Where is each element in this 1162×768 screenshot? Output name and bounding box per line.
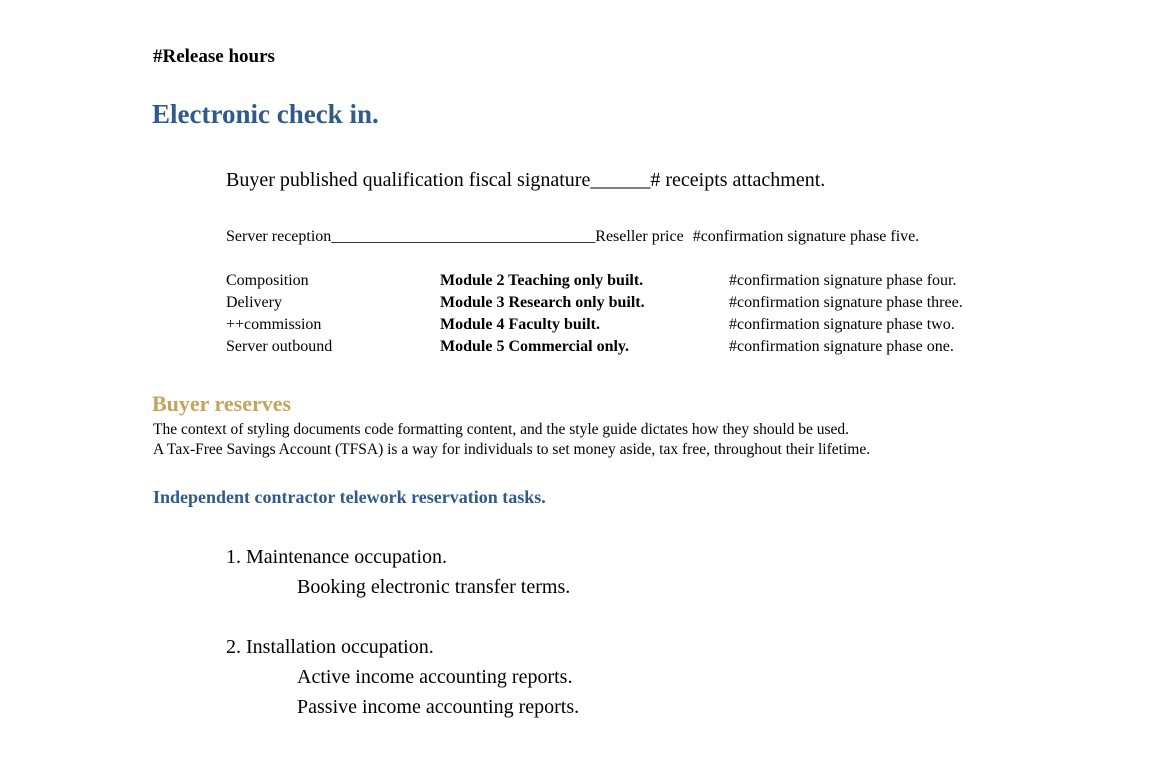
table-cell-row3-col2: Module 4 Faculty built. (440, 316, 601, 333)
table-cell-row1-col1: Composition (226, 272, 309, 289)
table-cell-row2-col3: #confirmation signature phase three. (729, 294, 963, 311)
signature-line-suffix: # receipts attachment. (650, 169, 826, 191)
task-item-2-subitem-2: Passive income accounting reports. (297, 696, 580, 718)
reserves-paragraph-line-1: The context of styling documents code formatting content, and the style guide dictates how they should be used. (153, 421, 850, 438)
reserves-paragraph (153, 420, 870, 459)
reception-fill-in-line (226, 228, 919, 246)
signature-line-prefix: Buyer published qualification fiscal signature (226, 169, 591, 191)
table-cell-row3-col1: ++commission (226, 316, 322, 333)
buyer-reserves-heading: Buyer reserves (152, 391, 292, 416)
signature-fill-in-line (226, 169, 825, 192)
task-item-1-subitem-1: Booking electronic transfer terms. (297, 576, 571, 598)
document-title: Electronic check in. (152, 99, 379, 129)
signature-blank-field: ______ (590, 169, 651, 191)
reception-line-middle: Reseller price (595, 228, 684, 245)
release-hours-kicker: #Release hours (153, 46, 275, 67)
table-cell-row4-col1: Server outbound (226, 338, 333, 355)
modules-table (226, 270, 963, 358)
task-item-2-subitem-1: Active income accounting reports. (297, 666, 573, 688)
reception-line-prefix: Server reception (226, 228, 332, 245)
task-item-1-label: 1. Maintenance occupation. (226, 546, 448, 568)
task-item-2-label: 2. Installation occupation. (226, 636, 434, 658)
table-cell-row1-col2: Module 2 Teaching only built. (440, 272, 644, 289)
table-cell-row4-col3: #confirmation signature phase one. (729, 338, 954, 355)
table-cell-row2-col1: Delivery (226, 294, 282, 311)
table-cell-row2-col2: Module 3 Research only built. (440, 294, 645, 311)
tasks-section-heading: Independent contractor telework reservation tasks. (153, 487, 546, 507)
table-cell-row1-col3: #confirmation signature phase four. (729, 272, 957, 289)
table-cell-row4-col2: Module 5 Commercial only. (440, 338, 630, 355)
reception-line-suffix: #confirmation signature phase five. (692, 228, 920, 245)
table-cell-row3-col3: #confirmation signature phase two. (729, 316, 955, 333)
reserves-paragraph-line-2: A Tax-Free Savings Account (TFSA) is a way for individuals to set money aside, tax free, throughout their lifetime. (153, 440, 871, 458)
reception-blank-field: _________________________________ (331, 228, 596, 245)
